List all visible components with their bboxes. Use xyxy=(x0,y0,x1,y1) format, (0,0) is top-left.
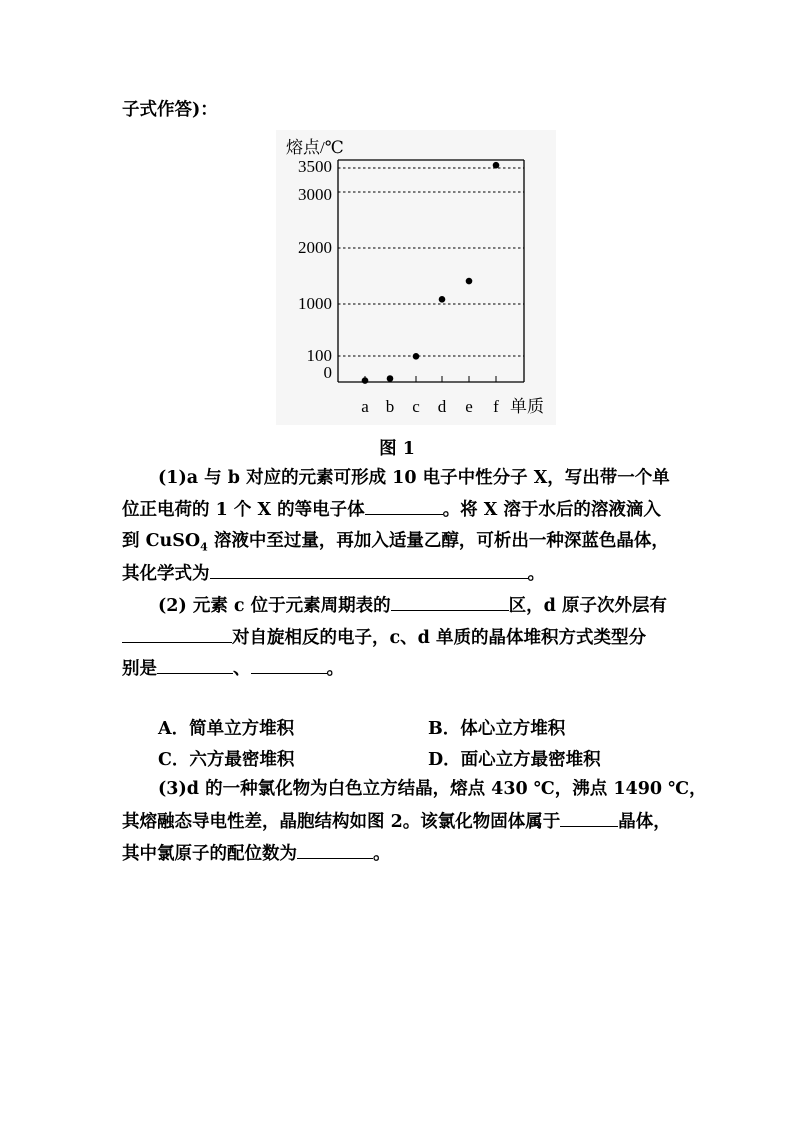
y-tick-label: 3500 xyxy=(298,157,332,176)
q3-text: 。 xyxy=(373,844,391,864)
q1-line-4 xyxy=(122,562,545,585)
y-tick-label: 0 xyxy=(323,363,332,382)
answer-blank-crystal-type[interactable] xyxy=(560,810,618,827)
q2-line-2 xyxy=(122,626,646,649)
option-a[interactable]: A．简单立方堆积 xyxy=(158,719,295,739)
option-c[interactable]: C．六方最密堆积 xyxy=(158,750,295,770)
data-point-f xyxy=(493,162,500,169)
q2-text: 对自旋相反的电子，c、d 单质的晶体堆积方式类型分 xyxy=(232,628,646,648)
answer-blank-block[interactable] xyxy=(391,594,509,611)
y-tick-label: 100 xyxy=(306,346,332,365)
melting-point-chart xyxy=(276,130,556,425)
q1-line-3 xyxy=(122,530,669,559)
q3-text: 晶体， xyxy=(618,812,671,832)
q1-text: 。 xyxy=(527,564,545,584)
y-tick-label: 1000 xyxy=(298,294,332,313)
subscript: 4 xyxy=(200,540,208,554)
q1-text: 其化学式为 xyxy=(122,564,210,584)
q2-text: 。 xyxy=(326,659,344,679)
q3-text: 其中氯原子的配位数为 xyxy=(122,844,297,864)
x-tick-label: f xyxy=(493,397,499,416)
q3-line-3 xyxy=(122,842,391,865)
x-tick-label: d xyxy=(437,397,447,416)
data-point-e xyxy=(466,278,473,285)
intro-text: 子式作答)： xyxy=(122,100,218,120)
data-point-b xyxy=(387,375,394,382)
data-point-c xyxy=(413,353,420,360)
x-tick-label: b xyxy=(385,397,395,416)
option-b[interactable]: B．体心立方堆积 xyxy=(428,719,566,739)
option-d[interactable]: D．面心立方最密堆积 xyxy=(428,750,601,770)
q1-text: 位正电荷的 1 个 X 的等电子体 xyxy=(122,500,365,520)
q1-text: 溶液中至过量，再加入适量乙醇，可析出一种深蓝色晶体， xyxy=(207,531,669,551)
data-point-a xyxy=(362,377,369,384)
answer-blank-packing-c[interactable] xyxy=(157,657,233,674)
q2-text: 别是 xyxy=(122,659,157,679)
x-tick-label: c xyxy=(412,397,420,416)
y-tick-label: 3000 xyxy=(298,185,332,204)
q2-text: 区，d 原子次外层有 xyxy=(508,596,668,616)
figure-caption: 图 1 xyxy=(379,439,415,459)
x-tick-label: e xyxy=(465,397,473,416)
answer-blank-isoelectronic[interactable] xyxy=(365,498,443,515)
q3-text: 其熔融态导电性差，晶胞结构如图 2。该氯化物固体属于 xyxy=(122,812,561,832)
answer-blank-packing-d[interactable] xyxy=(251,657,327,674)
answer-blank-coordination[interactable] xyxy=(297,842,373,859)
data-point-d xyxy=(439,296,446,303)
q2-line-1 xyxy=(158,594,667,617)
x-axis-label: 单质 xyxy=(510,397,544,416)
q3-line-1: (3)d 的一种氯化物为白色立方结晶，熔点 430 ℃，沸点 1490 ℃， xyxy=(158,779,707,799)
answer-blank-pairs[interactable] xyxy=(122,626,232,643)
q1-text: 到 CuSO xyxy=(122,531,201,551)
q3-line-2 xyxy=(122,810,671,833)
q2-text: 、 xyxy=(233,659,251,679)
x-tick-label: a xyxy=(361,397,369,416)
q1-line-1: (1)a 与 b 对应的元素可形成 10 电子中性分子 X，写出带一个单 xyxy=(158,468,670,488)
q2-line-3 xyxy=(122,657,344,680)
answer-blank-formula[interactable] xyxy=(210,562,528,579)
q1-text: 。将 X 溶于水后的溶液滴入 xyxy=(442,500,661,520)
y-axis-label: 熔点/℃ xyxy=(286,138,344,157)
q2-text: (2) 元素 c 位于元素周期表的 xyxy=(158,596,391,616)
y-tick-label: 2000 xyxy=(298,238,332,257)
q1-line-2 xyxy=(122,498,661,521)
